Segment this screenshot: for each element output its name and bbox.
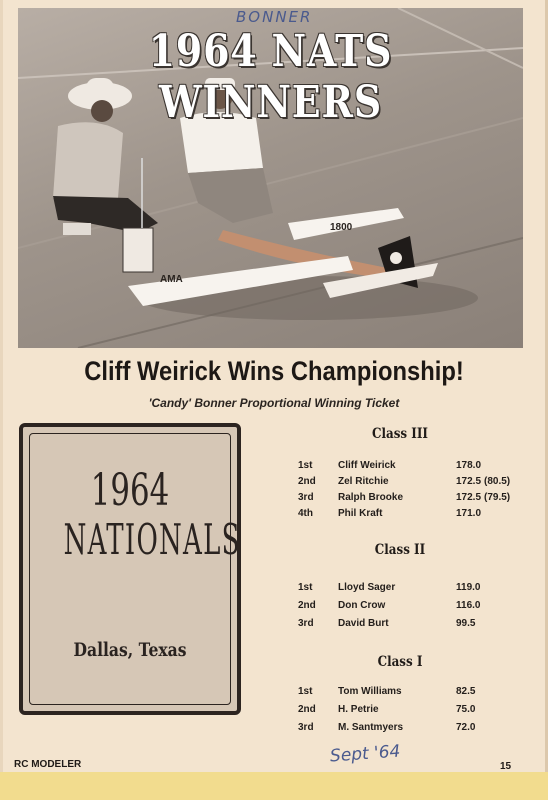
result-row bbox=[290, 492, 540, 508]
result-name: Tom Williams bbox=[338, 686, 402, 697]
result-score: 99.5 bbox=[456, 618, 476, 629]
class-heading: Class II bbox=[374, 542, 426, 558]
handwritten-note: BONNER bbox=[236, 8, 313, 26]
result-name: M. Santmyers bbox=[338, 722, 404, 733]
class-heading: Class I bbox=[377, 654, 423, 670]
result-score: 119.0 bbox=[456, 582, 481, 593]
result-row bbox=[290, 476, 540, 492]
nationals-box bbox=[19, 423, 241, 715]
result-place: 1st bbox=[298, 582, 313, 593]
nationals-year: 1964 bbox=[90, 465, 170, 516]
article-headline: Cliff Weirick Wins Championship! bbox=[84, 356, 464, 386]
result-name: Cliff Weirick bbox=[338, 460, 396, 471]
result-place: 4th bbox=[298, 508, 313, 519]
result-score: 172.5 bbox=[456, 476, 482, 487]
result-row bbox=[290, 618, 540, 634]
result-score: 172.5 bbox=[456, 492, 482, 503]
result-score: 116.0 bbox=[456, 600, 481, 611]
result-row bbox=[290, 722, 540, 738]
result-name: Don Crow bbox=[338, 600, 386, 611]
nats-photo bbox=[18, 8, 523, 348]
result-name: Zel Ritchie bbox=[338, 476, 389, 487]
wing-marking: AMA bbox=[160, 274, 183, 285]
result-place: 2nd bbox=[298, 600, 316, 611]
result-place: 2nd bbox=[298, 704, 316, 715]
result-row bbox=[290, 600, 540, 616]
nationals-title: NATIONALS bbox=[63, 515, 241, 564]
result-name: Lloyd Sager bbox=[338, 582, 396, 593]
article-subheadline: 'Candy' Bonner Proportional Winning Ticket bbox=[148, 396, 400, 410]
result-score: 75.0 bbox=[456, 704, 476, 715]
result-row bbox=[290, 460, 540, 476]
result-name: Phil Kraft bbox=[338, 508, 383, 519]
result-name: David Burt bbox=[338, 618, 389, 629]
result-row bbox=[290, 582, 540, 598]
paper-edge-strip bbox=[0, 772, 548, 800]
result-row bbox=[290, 686, 540, 702]
result-place: 1st bbox=[298, 686, 313, 697]
result-tiebreak: (80.5) bbox=[484, 476, 511, 487]
result-place: 2nd bbox=[298, 476, 316, 487]
result-row bbox=[290, 508, 540, 524]
result-score: 178.0 bbox=[456, 460, 482, 471]
result-score: 171.0 bbox=[456, 508, 482, 519]
result-place: 3rd bbox=[298, 618, 314, 629]
nationals-location: Dallas, Texas bbox=[73, 639, 187, 661]
handwritten-date: Sept '64 bbox=[329, 741, 402, 767]
result-place: 3rd bbox=[298, 722, 314, 733]
page-number: 15 bbox=[500, 761, 512, 772]
publication-name: RC MODELER bbox=[14, 759, 82, 770]
result-place: 3rd bbox=[298, 492, 314, 503]
photo-title: 1964 NATS WINNERS bbox=[148, 26, 393, 128]
result-tiebreak: (79.5) bbox=[484, 492, 511, 503]
result-name: H. Petrie bbox=[338, 704, 379, 715]
result-name: Ralph Brooke bbox=[338, 492, 404, 503]
result-score: 72.0 bbox=[456, 722, 476, 733]
result-place: 1st bbox=[298, 460, 313, 471]
result-row bbox=[290, 704, 540, 720]
class-heading: Class III bbox=[372, 426, 428, 442]
wing-number: 1800 bbox=[330, 222, 353, 233]
result-score: 82.5 bbox=[456, 686, 476, 697]
